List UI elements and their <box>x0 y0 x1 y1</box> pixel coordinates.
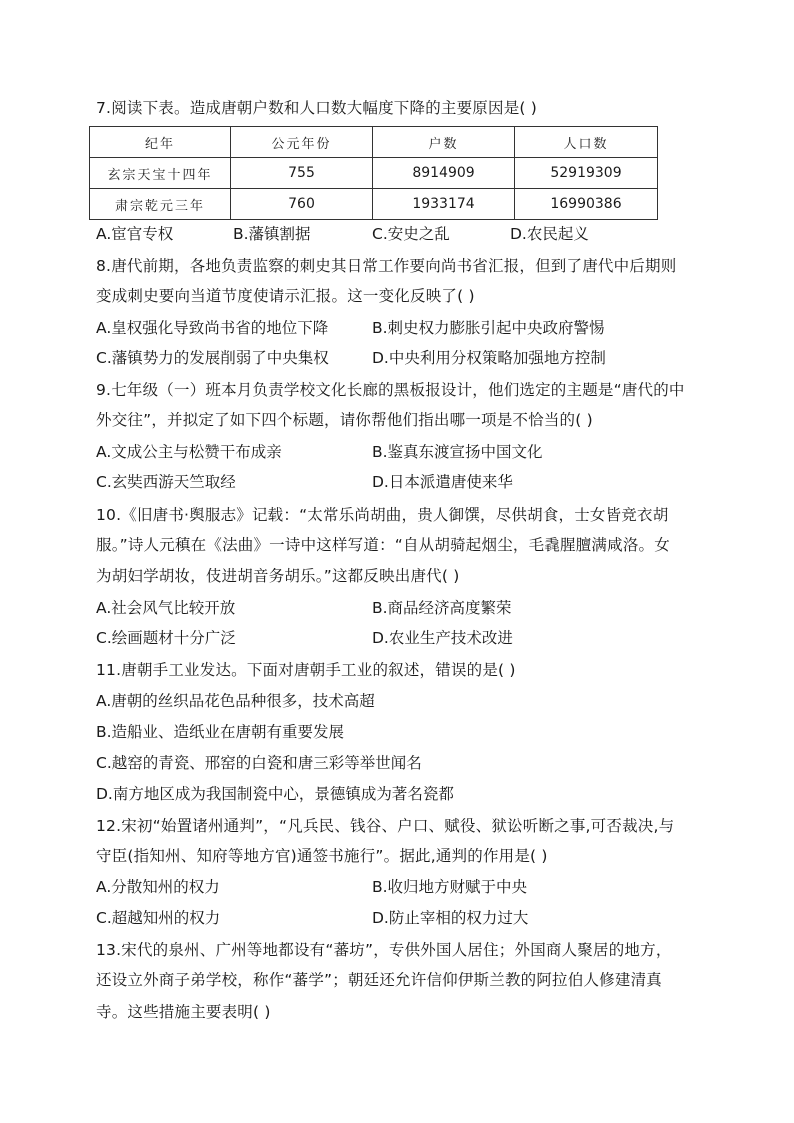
question-10-stem-line: 服。”诗人元稹在《法曲》一诗中这样写道：“自从胡骑起烟尘，毛毳腥膻满咸洛。女 <box>96 536 670 554</box>
question-11-stem-line: 11.唐朝手工业发达。下面对唐朝手工业的叙述，错误的是( ) <box>96 661 516 679</box>
table-cell: 8914909 <box>373 158 515 189</box>
question-10-option-a[interactable]: A.社会风气比较开放 <box>96 599 236 617</box>
question-10-stem-line: 为胡妇学胡妆，伎进胡音务胡乐。”这都反映出唐代( ) <box>96 567 460 585</box>
table-cell: 760 <box>231 189 373 220</box>
question-11-option-d[interactable]: D.南方地区成为我国制瓷中心，景德镇成为著名瓷都 <box>96 785 454 803</box>
question-8-option-d[interactable]: D.中央利用分权策略加强地方控制 <box>372 349 606 367</box>
table-header-cell: 户数 <box>373 127 515 158</box>
question-9-option-d[interactable]: D.日本派遣唐使来华 <box>372 473 513 491</box>
question-9-option-c[interactable]: C.玄奘西游天竺取经 <box>96 473 236 491</box>
question-7-stem: 7.阅读下表。造成唐朝户数和人口数大幅度下降的主要原因是( ) <box>96 99 538 117</box>
question-9-stem-line: 外交往”，并拟定了如下四个标题，请你帮他们指出哪一项是不恰当的( ) <box>96 411 593 429</box>
question-8-stem-line: 8.唐代前期，各地负责监察的刺史其日常工作要向尚书省汇报，但到了唐代中后期则 <box>96 257 677 275</box>
question-8-stem-line: 变成刺史要向当道节度使请示汇报。这一变化反映了( ) <box>96 287 475 305</box>
question-10-stem-line: 10.《旧唐书·舆服志》记载：“太常乐尚胡曲，贵人御馔，尽供胡食，士女皆竞衣胡 <box>96 506 669 524</box>
question-10-option-b[interactable]: B.商品经济高度繁荣 <box>372 599 512 617</box>
question-12-option-b[interactable]: B.收归地方财赋于中央 <box>372 878 528 896</box>
table-cell-era: 玄宗天宝十四年 <box>90 158 231 189</box>
question-7-option-b[interactable]: B.藩镇割据 <box>233 225 311 243</box>
table-cell: 52919309 <box>515 158 658 189</box>
table-cell: 755 <box>231 158 373 189</box>
table-header-cell: 纪年 <box>90 127 231 158</box>
table-header-cell: 人口数 <box>515 127 658 158</box>
question-8-option-c[interactable]: C.藩镇势力的发展削弱了中央集权 <box>96 349 329 367</box>
question-11-option-a[interactable]: A.唐朝的丝织品花色品种很多，技术高超 <box>96 692 375 710</box>
question-11-option-c[interactable]: C.越窑的青瓷、邢窑的白瓷和唐三彩等举世闻名 <box>96 754 422 772</box>
table-cell: 1933174 <box>373 189 515 220</box>
question-9-option-a[interactable]: A.文成公主与松赞干布成亲 <box>96 443 282 461</box>
question-7-option-c[interactable]: C.安史之乱 <box>372 225 450 243</box>
question-7-option-a[interactable]: A.宦官专权 <box>96 225 174 243</box>
question-11-option-b[interactable]: B.造船业、造纸业在唐朝有重要发展 <box>96 723 345 741</box>
question-7-option-d[interactable]: D.农民起义 <box>510 225 589 243</box>
question-13-stem-line: 还设立外商子弟学校，称作“蕃学”；朝廷还允许信仰伊斯兰教的阿拉伯人修建清真 <box>96 971 662 989</box>
question-12-option-c[interactable]: C.超越知州的权力 <box>96 909 221 927</box>
question-12-option-d[interactable]: D.防止宰相的权力过大 <box>372 909 529 927</box>
table-row <box>90 158 658 189</box>
question-12-option-a[interactable]: A.分散知州的权力 <box>96 878 220 896</box>
question-13-stem-line: 寺。这些措施主要表明( ) <box>96 1003 271 1021</box>
question-8-option-b[interactable]: B.刺史权力膨胀引起中央政府警惕 <box>372 319 605 337</box>
question-13-stem-line: 13.宋代的泉州、广州等地都设有“蕃坊”，专供外国人居住；外国商人聚居的地方， <box>96 941 672 959</box>
table-cell-era: 肃宗乾元三年 <box>90 189 231 220</box>
table-header-row <box>90 127 658 158</box>
question-10-option-c[interactable]: C.绘画题材十分广泛 <box>96 629 236 647</box>
question-12-stem-line: 12.宋初“始置诸州通判”，“凡兵民、钱谷、户口、赋役、狱讼听断之事,可否裁决,与 <box>96 817 675 835</box>
table-row <box>90 189 658 220</box>
question-8-option-a[interactable]: A.皇权强化导致尚书省的地位下降 <box>96 319 329 337</box>
question-9-stem-line: 9.七年级（一）班本月负责学校文化长廊的黑板报设计，他们选定的主题是“唐代的中 <box>96 381 685 399</box>
table-header-cell: 公元年份 <box>231 127 373 158</box>
population-table <box>89 126 658 220</box>
question-10-option-d[interactable]: D.农业生产技术改进 <box>372 629 513 647</box>
question-9-option-b[interactable]: B.鉴真东渡宣扬中国文化 <box>372 443 543 461</box>
question-12-stem-line: 守臣(指知州、知府等地方官)通签书施行”。据此,通判的作用是( ) <box>96 847 548 865</box>
table-cell: 16990386 <box>515 189 658 220</box>
